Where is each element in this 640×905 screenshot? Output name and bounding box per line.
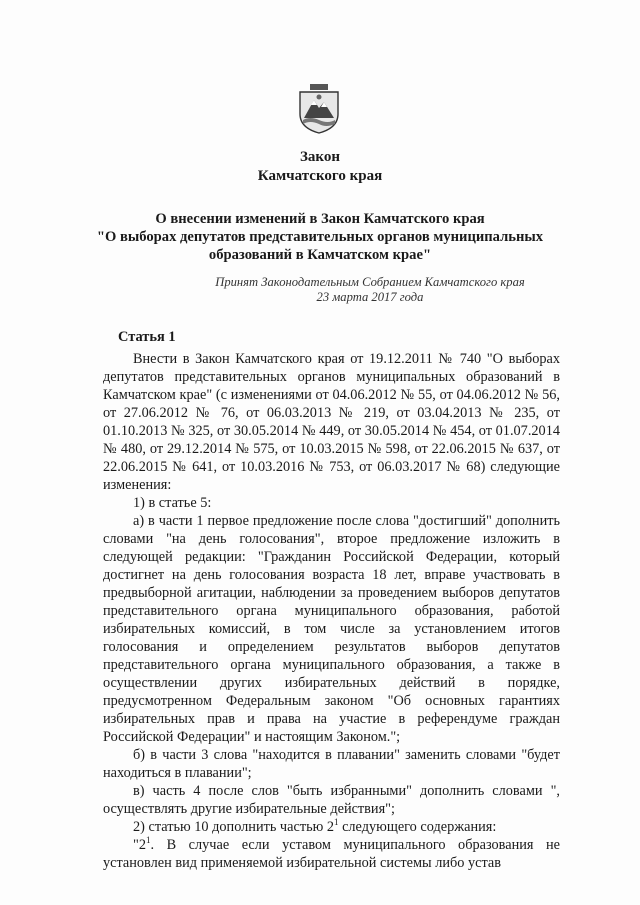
paragraph-item-1c: в) часть 4 после слов "быть избранными" дополнить словами ", осуществлять другие избирательные действия"; [103, 783, 560, 817]
paragraph-quote [103, 836, 560, 872]
article-body [103, 350, 560, 872]
title-line: Камчатского края [257, 168, 383, 184]
paragraph-intro: Внести в Закон Камчатского края от 19.12.2011 № 740 "О выборах депутатов представительных органов муниципальных образований в Камчатском крае" (с изменениями от 04.06.2012 № 55, от 04.06.2012 № 56, от 27.06.2012 № 76, от 06.03.2013 № 219, от 03.04.2013 № 235, от 01.10.2013 № 325, от 30.05.2014 № 449, от 30.05.2014 № 454, от 01.07.2014 № 480, от 29.12.2014 № 575, от 10.03.2015 № 598, от 22.06.2015 № 637, от 22.06.2015 № 641, от 10.03.2016 № 753, от 06.03.2017 № 68) следующие изменения: [103, 351, 560, 493]
paragraph-item-1b: б) в части 3 слова "находится в плавании" заменить словами "будет находиться в плавании"; [103, 747, 560, 781]
paragraph-item-2 [103, 818, 560, 836]
document-title [0, 148, 640, 186]
paragraph-item-1: 1) в статье 5: [133, 495, 212, 511]
adoption-date: 23 марта 2017 года [316, 290, 424, 304]
adoption-line: Принят Законодательным Собранием Камчатского края [215, 275, 525, 289]
heading-line: образований в Камчатском крае" [208, 247, 432, 263]
heading-line: "О выборах депутатов представительных органов муниципальных [96, 229, 544, 245]
article-title: Статья 1 [118, 329, 176, 345]
kamchatka-coat-of-arms-icon [296, 84, 342, 134]
document-heading [0, 210, 640, 264]
item2-text: 2) статью 10 дополнить частью 2 [133, 819, 334, 835]
title-line: Закон [299, 149, 340, 165]
item2-text-end: следующего содержания: [338, 819, 497, 835]
superscript: 1 [334, 817, 339, 828]
heading-line: О внесении изменений в Закон Камчатского края [155, 211, 485, 227]
quote-number: "2 [133, 837, 146, 853]
quote-text: . В случае если уставом муниципального образования не установлен вид применяемой избирательной системы либо устав [103, 837, 560, 871]
adoption-note [50, 275, 640, 305]
superscript: 1 [146, 835, 151, 846]
paragraph-item-1a: а) в части 1 первое предложение после слова "достигший" дополнить словами "на день голосования", второе предложение изложить в следующей редакции: "Гражданин Российской Федерации, который достигнет на день голосования возраста 18 лет, вправе участвовать в предвыборной агитации, наблюдении за проведением выборов депутатов представительного органа муниципального образования, работой избирательных комиссий, в том числе за установлением итогов голосования и определением результатов выборов депутатов представительного органа муниципального образования, а также в осуществлении других избирательных действий в порядке, предусмотренном Федеральным законом "Об основных гарантиях избирательных прав и права на участие в референдуме граждан Российской Федерации" и настоящим Законом."; [103, 513, 560, 745]
